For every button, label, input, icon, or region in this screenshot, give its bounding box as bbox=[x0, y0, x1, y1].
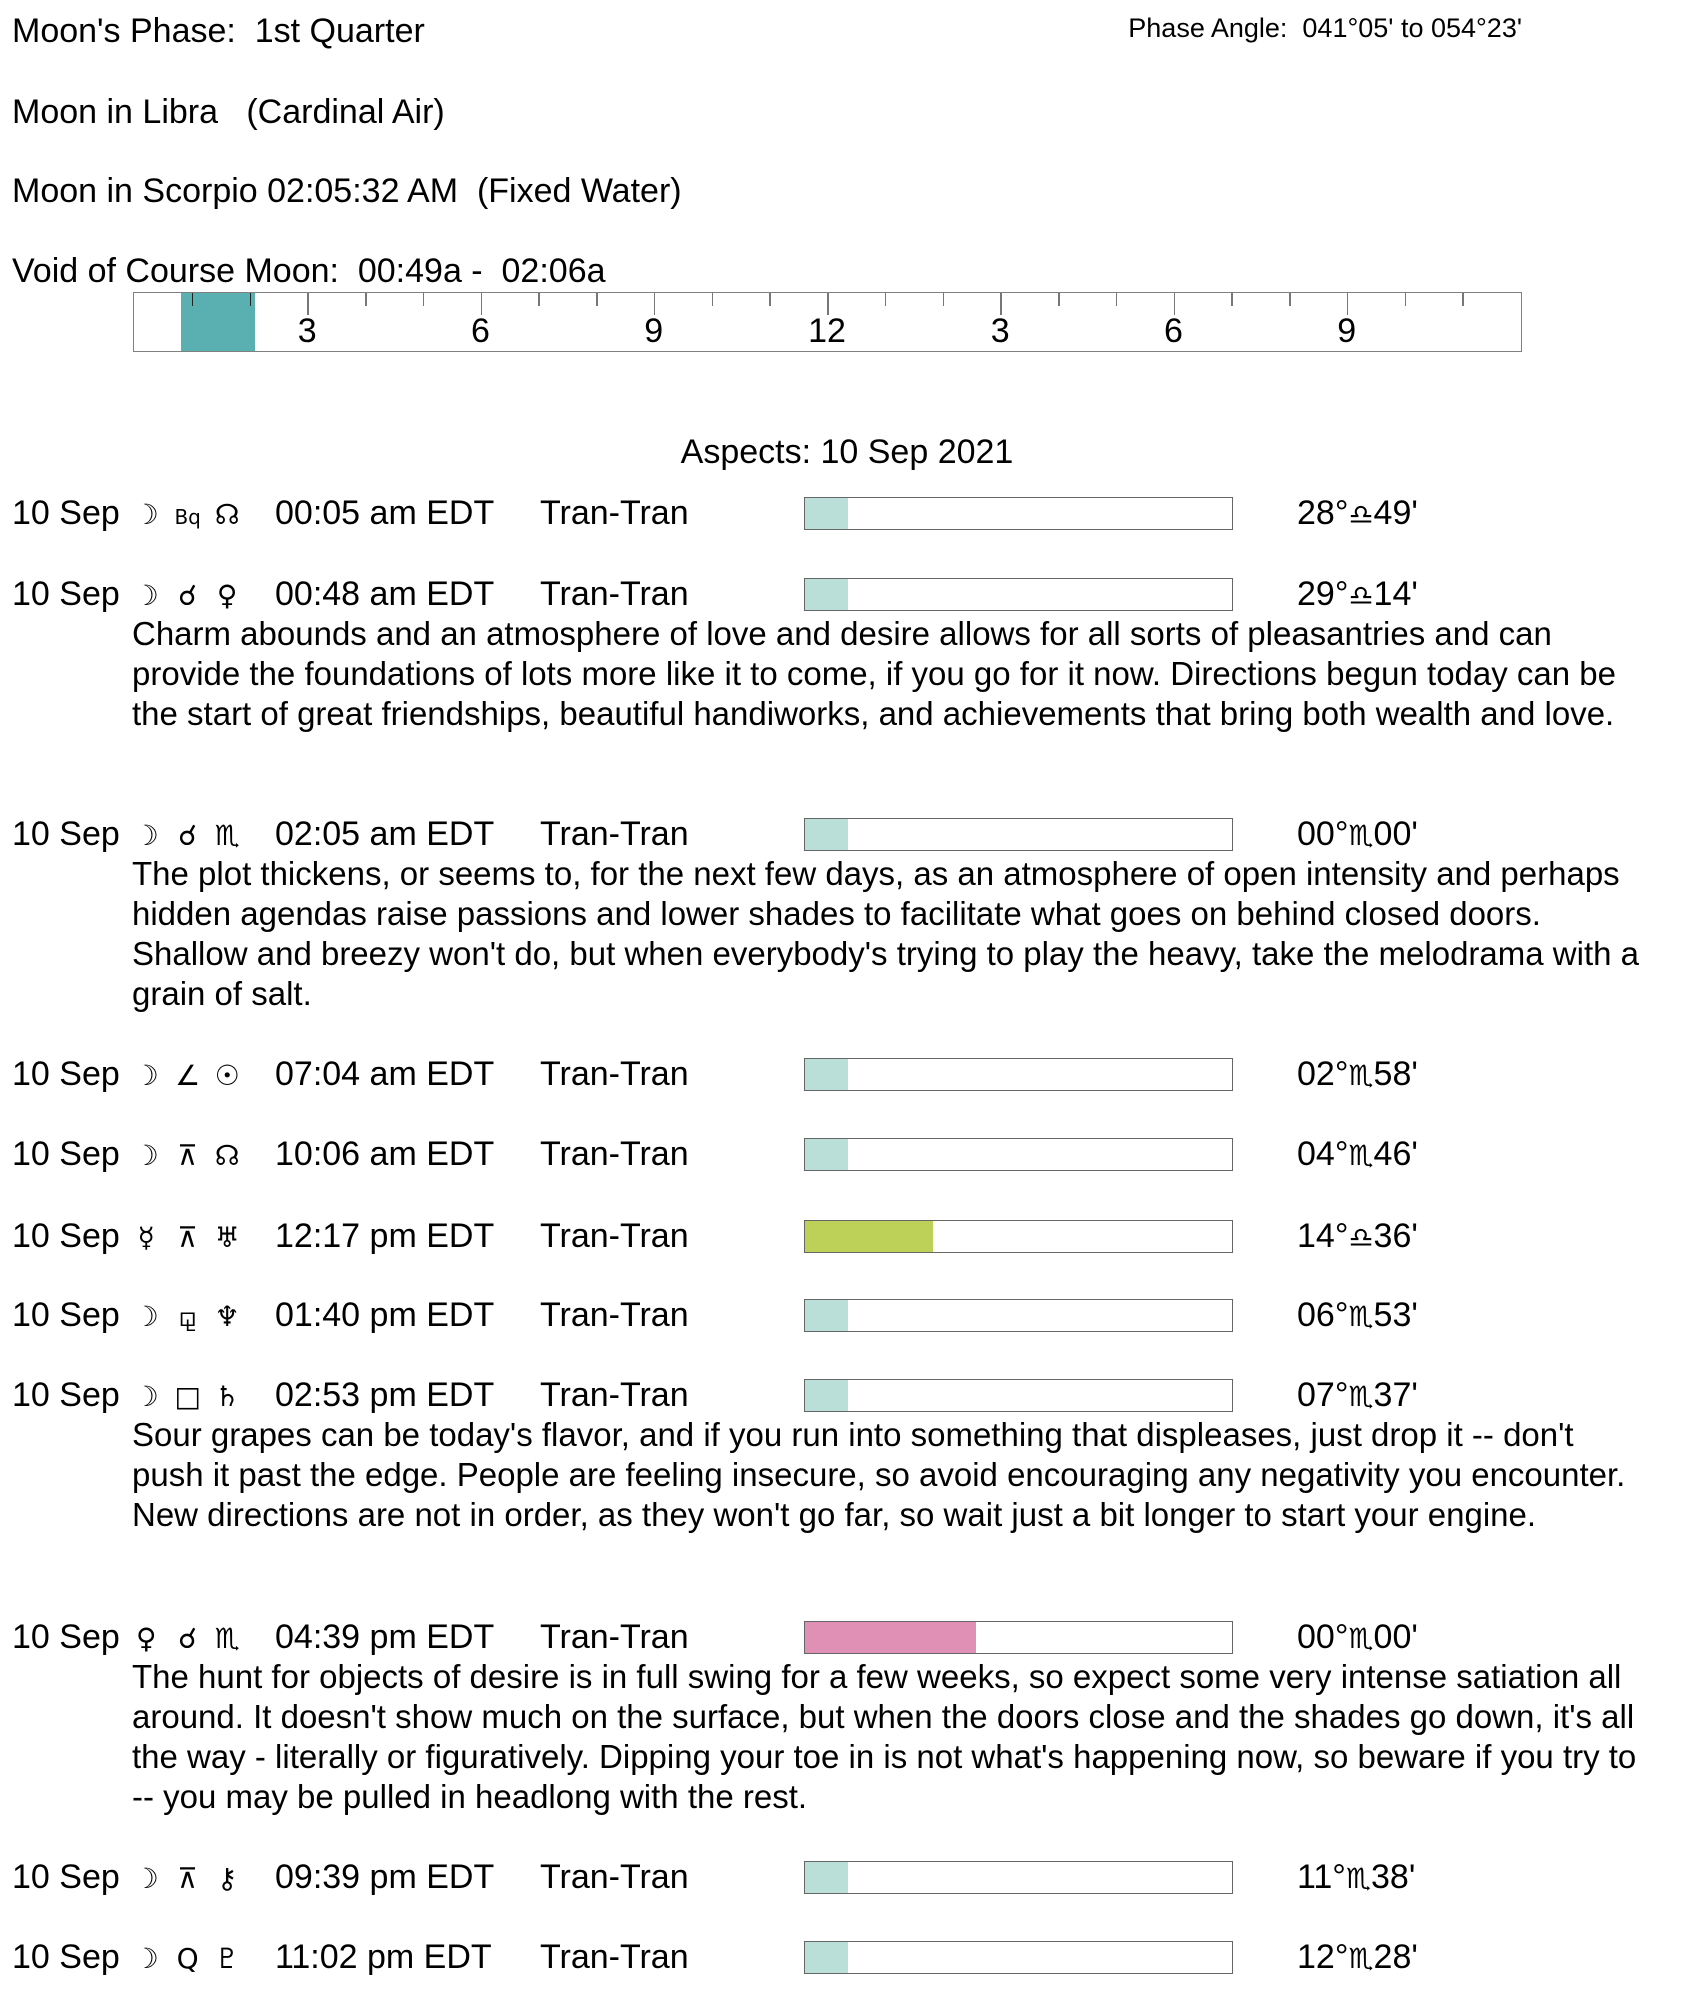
position-minutes: 38' bbox=[1371, 1858, 1416, 1896]
position-degrees: 00° bbox=[1297, 1618, 1349, 1656]
aspect-row bbox=[0, 574, 1694, 614]
timeline-tick bbox=[712, 293, 714, 306]
aspect-date: 10 Sep bbox=[12, 494, 120, 532]
strength-fill bbox=[805, 1942, 848, 1973]
aspect-position bbox=[1297, 1857, 1415, 1899]
timeline-hour-label: 9 bbox=[1337, 312, 1357, 350]
aspect-time: 12:17 pm EDT bbox=[275, 1217, 495, 1255]
strength-fill bbox=[805, 1139, 848, 1170]
strength-bar bbox=[804, 1861, 1233, 1894]
timeline-tick bbox=[1058, 293, 1060, 306]
zodiac-sign-icon: ♏ bbox=[1348, 1300, 1374, 1333]
position-minutes: 58' bbox=[1373, 1055, 1418, 1093]
planet-1-icon: ☽ bbox=[133, 1862, 159, 1895]
planet-1-icon: ☽ bbox=[133, 1059, 159, 1092]
strength-bar bbox=[804, 1621, 1233, 1654]
timeline-hour-label: 6 bbox=[1164, 312, 1183, 350]
aspect-row bbox=[0, 1054, 1694, 1094]
position-minutes: 00' bbox=[1373, 1618, 1418, 1656]
aspect-icon: ☌ bbox=[178, 579, 198, 612]
strength-fill bbox=[805, 1059, 848, 1090]
timeline-hour-label: 6 bbox=[471, 312, 490, 350]
position-degrees: 02° bbox=[1297, 1055, 1349, 1093]
position-degrees: 28° bbox=[1297, 494, 1349, 532]
aspect-row bbox=[0, 493, 1694, 533]
aspect-row bbox=[0, 1216, 1694, 1256]
position-degrees: 29° bbox=[1297, 575, 1349, 613]
strength-fill bbox=[805, 1862, 848, 1893]
position-degrees: 11° bbox=[1297, 1858, 1346, 1896]
strength-bar bbox=[804, 497, 1233, 530]
aspect-description: Sour grapes can be today's flavor, and if you run into something that displeases, just drop it -- don't push it past the edge. People are feeling insecure, so avoid encouraging any negativity you encounter. New directions are not in order, as they won't go far, so wait just a bit longer to start your engine. bbox=[132, 1416, 1626, 1533]
aspect-date: 10 Sep bbox=[12, 1296, 120, 1334]
planet-2-icon: ☊ bbox=[214, 498, 240, 531]
aspect-date: 10 Sep bbox=[12, 815, 120, 853]
timeline-hour-label: 3 bbox=[297, 312, 317, 350]
aspect-position bbox=[1297, 814, 1418, 856]
aspect-row bbox=[0, 1857, 1694, 1897]
aspect-time: 10:06 am EDT bbox=[275, 1135, 495, 1173]
planet-2-icon: ⚷ bbox=[216, 1862, 238, 1895]
aspect-icon: □ bbox=[174, 1380, 201, 1413]
position-minutes: 37' bbox=[1373, 1376, 1418, 1414]
strength-bar bbox=[804, 818, 1233, 851]
planet-2-icon: ♆ bbox=[214, 1300, 240, 1333]
position-minutes: 00' bbox=[1373, 815, 1418, 853]
aspect-position bbox=[1297, 1295, 1418, 1337]
aspect-icon: ⊼ bbox=[177, 1139, 198, 1172]
strength-fill bbox=[805, 1380, 848, 1411]
planet-1-icon: ☽ bbox=[133, 819, 159, 852]
zodiac-sign-icon: ♏ bbox=[1348, 1380, 1374, 1413]
planet-1-icon: ♀ bbox=[135, 1622, 157, 1655]
aspect-position bbox=[1297, 574, 1418, 616]
aspect-time: 00:05 am EDT bbox=[275, 494, 495, 532]
aspect-row bbox=[0, 814, 1694, 854]
aspect-time: 11:02 pm EDT bbox=[275, 1938, 492, 1976]
strength-bar bbox=[804, 1220, 1233, 1253]
aspect-position bbox=[1297, 1617, 1418, 1659]
strength-bar bbox=[804, 1941, 1233, 1974]
aspect-date: 10 Sep bbox=[12, 575, 120, 613]
strength-fill bbox=[805, 498, 848, 529]
aspect-label bbox=[12, 574, 242, 616]
planet-2-icon: ♏ bbox=[214, 819, 240, 852]
position-minutes: 14' bbox=[1373, 575, 1418, 613]
timeline-tick bbox=[192, 293, 194, 306]
strength-bar bbox=[804, 1379, 1233, 1412]
zodiac-sign-icon: ♎ bbox=[1348, 579, 1374, 612]
timeline-tick bbox=[365, 293, 367, 306]
aspect-icon: ☌ bbox=[178, 819, 198, 852]
aspect-kind: Tran-Tran bbox=[540, 1135, 689, 1173]
aspect-time: 07:04 am EDT bbox=[275, 1055, 495, 1093]
timeline-tick bbox=[943, 293, 945, 306]
planet-2-icon: ♇ bbox=[214, 1942, 240, 1975]
position-minutes: 46' bbox=[1373, 1135, 1418, 1173]
aspect-icon: ☌ bbox=[178, 1622, 198, 1655]
aspect-row bbox=[0, 1937, 1694, 1977]
position-degrees: 07° bbox=[1297, 1376, 1349, 1414]
strength-bar bbox=[804, 578, 1233, 611]
aspect-position bbox=[1297, 1134, 1418, 1176]
aspect-label bbox=[12, 1617, 242, 1659]
strength-bar bbox=[804, 1138, 1233, 1171]
aspect-date: 10 Sep bbox=[12, 1938, 120, 1976]
zodiac-sign-icon: ♎ bbox=[1348, 498, 1374, 531]
planet-1-icon: ☽ bbox=[133, 1380, 159, 1413]
planet-1-icon: ☽ bbox=[133, 1300, 159, 1333]
position-degrees: 12° bbox=[1297, 1938, 1349, 1976]
aspect-label bbox=[12, 1295, 242, 1337]
strength-fill bbox=[805, 1300, 848, 1331]
aspect-time: 01:40 pm EDT bbox=[275, 1296, 495, 1334]
aspect-kind: Tran-Tran bbox=[540, 1618, 689, 1656]
aspect-date: 10 Sep bbox=[12, 1055, 120, 1093]
aspect-position bbox=[1297, 1375, 1418, 1417]
strength-fill bbox=[805, 819, 848, 850]
zodiac-sign-icon: ♏ bbox=[1348, 1139, 1374, 1172]
timeline-tick bbox=[423, 293, 425, 306]
aspects-title: Aspects: 10 Sep 2021 bbox=[680, 433, 1014, 471]
aspect-position bbox=[1297, 1937, 1418, 1979]
position-degrees: 00° bbox=[1297, 815, 1349, 853]
aspect-time: 04:39 pm EDT bbox=[275, 1618, 495, 1656]
aspect-label bbox=[12, 814, 242, 856]
planet-1-icon: ☽ bbox=[133, 579, 159, 612]
zodiac-sign-icon: ♏ bbox=[1348, 1942, 1374, 1975]
timeline-hour-label: 3 bbox=[990, 312, 1010, 350]
aspect-row bbox=[0, 1375, 1694, 1415]
aspect-date: 10 Sep bbox=[12, 1217, 120, 1255]
aspect-icon: Q bbox=[176, 1942, 199, 1975]
aspect-date: 10 Sep bbox=[12, 1376, 120, 1414]
planet-1-icon: ☽ bbox=[133, 1942, 159, 1975]
aspect-icon: ⊼ bbox=[177, 1221, 198, 1254]
aspect-row bbox=[0, 1134, 1694, 1174]
timeline-tick bbox=[250, 293, 252, 306]
aspect-kind: Tran-Tran bbox=[540, 815, 689, 853]
aspect-label bbox=[12, 1216, 242, 1258]
aspect-kind: Tran-Tran bbox=[540, 494, 689, 532]
position-degrees: 06° bbox=[1297, 1296, 1349, 1334]
aspect-icon: ⊼ bbox=[177, 1862, 198, 1895]
position-minutes: 36' bbox=[1373, 1217, 1418, 1255]
aspect-kind: Tran-Tran bbox=[540, 575, 689, 613]
aspect-kind: Tran-Tran bbox=[540, 1938, 689, 1976]
aspect-time: 09:39 pm EDT bbox=[275, 1858, 495, 1896]
aspect-position bbox=[1297, 1054, 1418, 1096]
strength-fill bbox=[805, 579, 848, 610]
planet-1-icon: ☽ bbox=[133, 498, 159, 531]
moon-sign-scorpio: Moon in Scorpio 02:05:32 AM (Fixed Water) bbox=[12, 172, 682, 210]
planet-1-icon: ☿ bbox=[137, 1221, 155, 1254]
moon-phase: Moon's Phase: 1st Quarter bbox=[12, 12, 425, 50]
aspect-kind: Tran-Tran bbox=[540, 1217, 689, 1255]
timeline-tick bbox=[596, 293, 598, 306]
aspect-icon: Bq bbox=[174, 505, 201, 529]
planet-2-icon: ♅ bbox=[214, 1221, 240, 1254]
position-minutes: 28' bbox=[1373, 1938, 1418, 1976]
timeline-hour-label: 9 bbox=[644, 312, 664, 350]
zodiac-sign-icon: ♏ bbox=[1348, 1059, 1374, 1092]
aspect-time: 00:48 am EDT bbox=[275, 575, 495, 613]
position-degrees: 04° bbox=[1297, 1135, 1349, 1173]
planet-2-icon: ♀ bbox=[216, 579, 238, 612]
aspect-description: Charm abounds and an atmosphere of love and desire allows for all sorts of pleasantries and can provide the foundations of lots more like it to come, if you go for it now. Directions begun today can be the start of great friendships, beautiful handiworks, and achievements that bring both wealth and love. bbox=[132, 615, 1617, 732]
position-minutes: 53' bbox=[1373, 1296, 1418, 1334]
aspect-label bbox=[12, 1375, 242, 1417]
aspect-label bbox=[12, 1937, 242, 1979]
planet-1-icon: ☽ bbox=[133, 1139, 159, 1172]
aspect-label bbox=[12, 1054, 242, 1096]
aspect-date: 10 Sep bbox=[12, 1858, 120, 1896]
position-minutes: 49' bbox=[1373, 494, 1418, 532]
timeline-tick bbox=[885, 293, 887, 306]
timeline-tick bbox=[769, 293, 771, 306]
void-of-course: Void of Course Moon: 00:49a - 02:06a bbox=[12, 252, 606, 290]
position-degrees: 14° bbox=[1297, 1217, 1349, 1255]
timeline-tick bbox=[1405, 293, 1407, 306]
phase-angle: Phase Angle: 041°05' to 054°23' bbox=[1128, 13, 1522, 43]
aspect-icon: ⚼ bbox=[177, 1300, 198, 1333]
zodiac-sign-icon: ♏ bbox=[1345, 1862, 1372, 1895]
timeline-hour-label: 12 bbox=[808, 312, 846, 350]
aspect-kind: Tran-Tran bbox=[540, 1296, 689, 1334]
zodiac-sign-icon: ♏ bbox=[1348, 1622, 1374, 1655]
aspect-kind: Tran-Tran bbox=[540, 1858, 689, 1896]
strength-bar bbox=[804, 1299, 1233, 1332]
aspect-label bbox=[12, 1857, 242, 1899]
moon-sign-libra: Moon in Libra (Cardinal Air) bbox=[12, 93, 445, 131]
aspect-description: The hunt for objects of desire is in full swing for a few weeks, so expect some very intense satiation all around. It doesn't show much on the surface, but when the doors close and the shades go down, it's all the way - literally or figuratively. Dipping your toe in is not what's happening now, so beware if you try to -- you may be pulled in headlong with the rest. bbox=[132, 1658, 1637, 1815]
timeline-tick bbox=[1116, 293, 1118, 306]
planet-2-icon: ♏ bbox=[214, 1622, 240, 1655]
aspect-row bbox=[0, 1295, 1694, 1335]
planet-2-icon: ☊ bbox=[214, 1139, 240, 1172]
timeline-tick bbox=[538, 293, 540, 306]
aspect-date: 10 Sep bbox=[12, 1618, 120, 1656]
aspect-kind: Tran-Tran bbox=[540, 1376, 689, 1414]
aspect-kind: Tran-Tran bbox=[540, 1055, 689, 1093]
aspect-time: 02:53 pm EDT bbox=[275, 1376, 495, 1414]
aspect-position bbox=[1297, 1216, 1418, 1258]
strength-fill bbox=[805, 1221, 933, 1252]
aspect-label bbox=[12, 1134, 242, 1176]
strength-bar bbox=[804, 1058, 1233, 1091]
aspect-label bbox=[12, 493, 242, 537]
zodiac-sign-icon: ♏ bbox=[1348, 819, 1374, 852]
aspect-description: The plot thickens, or seems to, for the next few days, as an atmosphere of open intensity and perhaps hidden agendas raise passions and lower shades to facilitate what goes on behind closed doors. Shallow and breezy won't do, but when everybody's trying to play the heavy, take the melodrama with a grain of salt. bbox=[132, 855, 1639, 1012]
void-of-course-timeline bbox=[133, 292, 1522, 352]
zodiac-sign-icon: ♎ bbox=[1348, 1221, 1374, 1254]
planet-2-icon: ♄ bbox=[214, 1380, 240, 1413]
timeline-tick bbox=[1231, 293, 1233, 306]
aspect-position bbox=[1297, 493, 1418, 535]
timeline-tick bbox=[1289, 293, 1291, 306]
strength-fill bbox=[805, 1622, 976, 1653]
aspect-time: 02:05 am EDT bbox=[275, 815, 495, 853]
aspect-row bbox=[0, 1617, 1694, 1657]
aspect-date: 10 Sep bbox=[12, 1135, 120, 1173]
aspect-icon: ∠ bbox=[175, 1059, 201, 1092]
planet-2-icon: ☉ bbox=[214, 1059, 240, 1092]
timeline-tick bbox=[1462, 293, 1464, 306]
